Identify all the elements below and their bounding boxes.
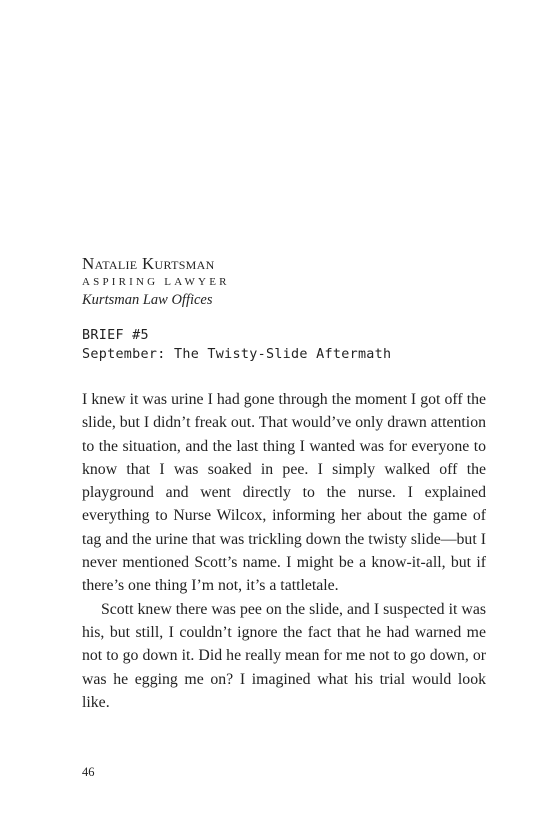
brief-number: BRIEF #5 (82, 328, 149, 343)
brief-heading (82, 326, 512, 364)
paragraph: I knew it was urine I had gone through the moment I got off the slide, but I didn’t freak out. That would’ve only drawn attention to the situation, and the last thing I wanted was for everyone to know that I was soaked in pee. I simply walked off the playground and went directly to the nurse. I explained everything to Nurse Wilcox, informing her about the game of tag and the urine that was trickling down the twisty slide—but I never mentioned Scott’s name. I might be a know-it-all, but if there’s one thing I’m not, it’s a tattletale. (82, 391, 486, 595)
brief-subtitle: September: The Twisty-Slide Aftermath (82, 347, 392, 362)
author-name: Natalie Kurtsman (82, 254, 215, 273)
author-role: ASPIRING LAWYER (82, 276, 230, 288)
body-text (82, 388, 486, 714)
paragraph: Scott knew there was pee on the slide, and I suspected it was his, but still, I couldn’t ignore the fact that he had warned me not to go down it. Did he really mean for me not to go down, or was he egging me on? I imagined what his trial would look like. (82, 600, 486, 711)
page-number: 46 (82, 765, 95, 779)
chapter-header (82, 254, 502, 310)
author-organization: Kurtsman Law Offices (82, 292, 213, 308)
